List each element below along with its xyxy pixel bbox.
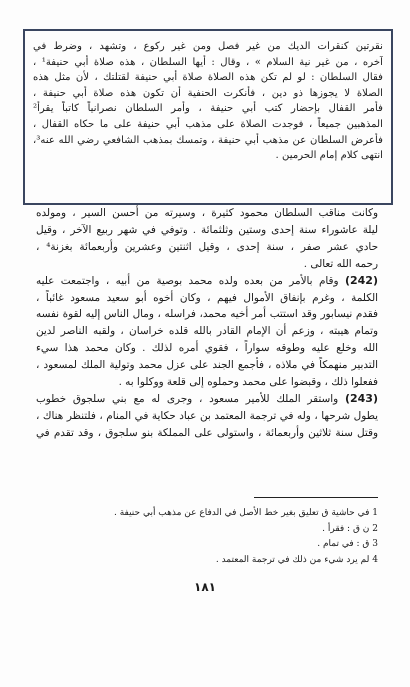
highlighted-line: فقال السلطان : لو لم تكن هذه الصلاة صلاة أبي حنيفة لقتلتك ، لأن مثل هذه: [33, 72, 383, 84]
body-line: فقدم نيسابور وقد استتب أمر أخيه محمد، فراسله ، ومال الناس إليه لقوة نفسه: [36, 308, 378, 321]
highlighted-line: الصلاة لا يجوزها ذو دين ، فأنكرت الحنفية أن تكون هذه صلاة أبي حنيفة ،: [33, 87, 383, 99]
body-line: ليلة عاشوراء سنة إحدى وستين وثلثمائة . وتوفي في شهر ربيع الآخر ، وقيل: [36, 223, 378, 236]
body-line: التدبير منهمكاً في ملاذه ، فأجمع الجند على عزل محمد وتولية الملك لمسعود ،: [36, 359, 378, 372]
body-line: وقام بالأمر من بعده ولده محمد بوصية من أبيه ، واجتمعت عليه: [36, 274, 339, 287]
highlighted-passage: [23, 29, 393, 205]
paragraph-242-first-line: [36, 273, 378, 290]
paragraph-number-242: (242): [344, 273, 378, 287]
highlighted-line: فأمر القفال بإحضار كتب أبي حنيفة ، وأمر السلطان نصرانياً كاتباً يقرأ²: [33, 103, 383, 115]
main-text: [36, 205, 378, 442]
footnotes: [36, 506, 378, 568]
body-line: ففعلوا ذلك ، وقبضوا على محمد وحملوه إلى قلعة ووكلوا به .: [118, 376, 378, 389]
body-line: الله وخلع عليه وطوقه سواراً ، فقوي أمره لذلك . وكان محمد هذا سيء: [36, 342, 378, 355]
highlighted-line: فأعرض السلطان عن مذهب أبي حنيفة ، وتمسك بمذهب الشافعي رضي الله عنه³،: [33, 134, 383, 146]
body-line: رحمه الله تعالى .: [303, 257, 378, 270]
body-line: وتمام هيبته ، وزعم أن الإمام القادر بالله قلده خراسان ، ولقبه الناصر لدين: [36, 325, 378, 338]
body-line: الكلمة ، وغرم بإنفاق الأموال فيهم ، وكان أخوه أبو سعيد مسعود غائباً ،: [36, 291, 378, 304]
page-number: ١٨١: [194, 580, 216, 594]
footnote: 3 ق : في تمام .: [317, 539, 378, 549]
footnote: 4 لم يرد شيء من ذلك في ترجمة المعتمد .: [215, 554, 378, 565]
body-line: حادي عشر صفر ، سنة إحدى ، وقيل اثنتين وعشرين وأربعمائة بغزنة⁴ ،: [36, 240, 378, 253]
footnote-separator: [254, 497, 378, 498]
paragraph-243-first-line: [36, 391, 378, 408]
highlighted-line: نقرتين كنقرات الديك من غير فصل ومن غير ركوع ، وتشهد ، وضرط في: [33, 41, 383, 52]
body-line: وكانت مناقب السلطان محمود كثيرة ، وسيرته من أحسن السير ، ومولده: [36, 207, 378, 219]
highlighted-line: المذهبين جميعاً ، فوجدت الصلاة على مذهب أبي حنيفة على ما حكاه القفال ،: [33, 118, 383, 130]
highlighted-line: انتهى كلام إمام الحرمين .: [275, 150, 383, 162]
body-line: وقتل سنة ثلاثين وأربعمائة ، واستولى على المملكة بنو سلجوق ، وقد تقدم في: [36, 426, 378, 439]
footnote: 2 ن ق : فقرأ .: [322, 523, 378, 534]
body-line: يطول شرحها ، وله في ترجمة المعتمد بن عباد حكاية في المنام ، فلتنظر هناك ،: [36, 409, 378, 422]
highlighted-line: آخره ، من غير نية السلام » ، وقال : أيها السلطان ، هذه صلاة أبي حنيفة¹ ،: [33, 56, 383, 68]
paragraph-number-243: (243): [344, 391, 378, 405]
footnote: 1 في حاشية ق تعليق بغير خط الأصل في الدفاع عن مذهب أبي حنيفة .: [113, 508, 378, 518]
body-line: واستقر الملك للأمير مسعود ، وجرى له مع بني سلجوق خطوب: [36, 392, 339, 405]
